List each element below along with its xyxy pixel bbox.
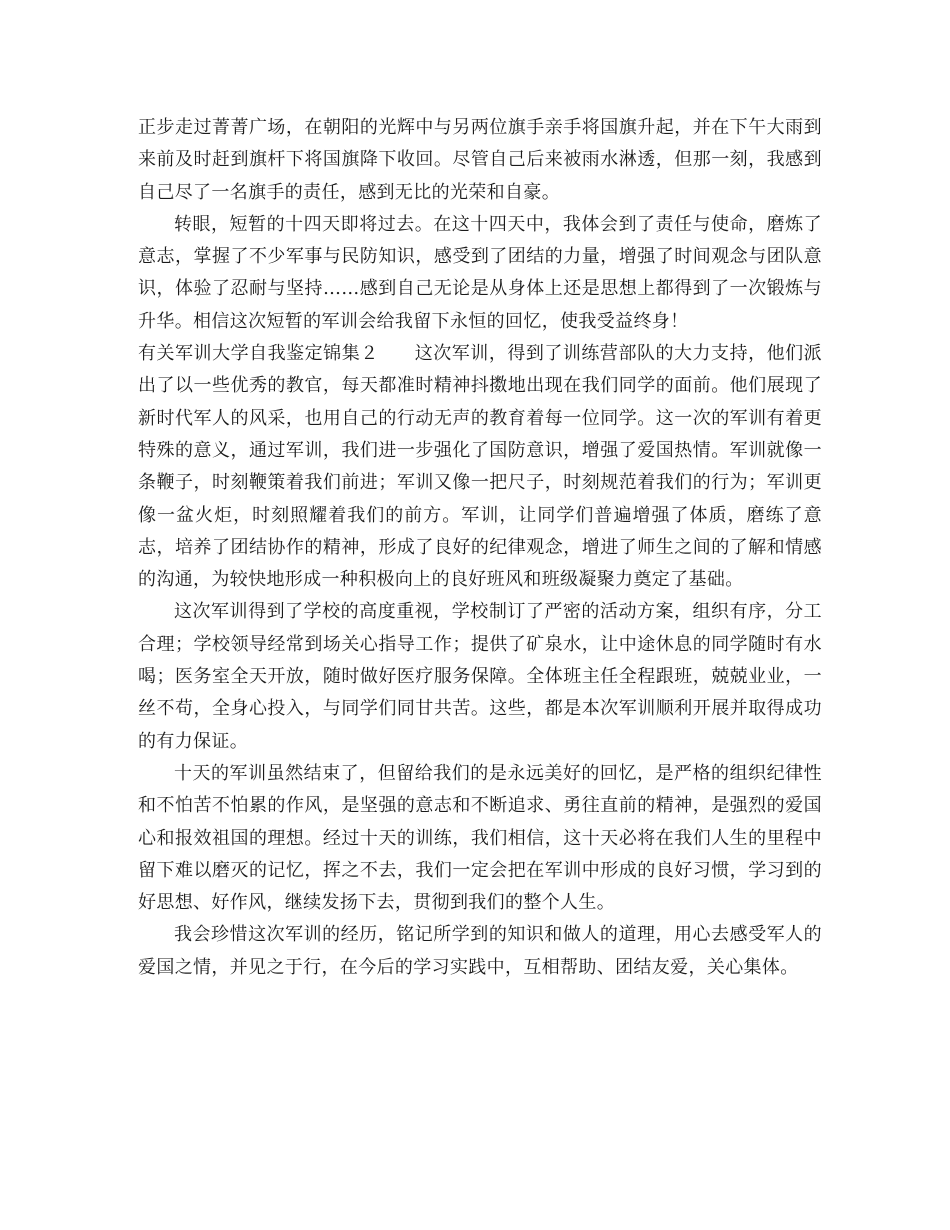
paragraph-1: 正步走过菁菁广场，在朝阳的光辉中与另两位旗手亲手将国旗升起，并在下午大雨到来前及时赶到旗杆下将国旗降下收回。尽管自己后来被雨水淋透，但那一刻，我感到自己尽了一名旗手的责任，感到无比的光荣和自豪。 <box>138 117 822 203</box>
paragraph-5: 十天的军训虽然结束了，但留给我们的是永远美好的回忆，是严格的组织纪律性和不怕苦不怕累的作风，是坚强的意志和不断追求、勇往直前的精神，是强烈的爱国心和报效祖国的理想。经过十天的训练，我们相信，这十天必将在我们人生的里程中留下难以磨灭的记忆，挥之不去，我们一定会把在军训中形成的良好习惯，学习到的好思想、好作风，继续发扬下去，贯彻到我们的整个人生。 <box>138 762 822 914</box>
paragraph-4: 这次军训得到了学校的高度重视，学校制订了严密的活动方案，组织有序，分工合理；学校领导经常到场关心指导工作；提供了矿泉水，让中途休息的同学随时有水喝；医务室全天开放，随时做好医疗服务保障。全体班主任全程跟班，兢兢业业，一丝不苟，全身心投入，与同学们同甘共苦。这些，都是本次军训顺利开展并取得成功的有力保证。 <box>138 601 822 752</box>
paragraph-3 <box>138 338 822 596</box>
paragraph-6: 我会珍惜这次军训的经历，铭记所学到的知识和做人的道理，用心去感受军人的爱国之情，并见之于行，在今后的学习实践中，互相帮助、团结友爱，关心集体。 <box>138 924 822 978</box>
document-page <box>138 112 822 984</box>
paragraph-2: 转眼，短暂的十四天即将过去。在这十四天中，我体会到了责任与使命，磨炼了意志，掌握了不少军事与民防知识，感受到了团结的力量，增强了时间观念与团队意识，体验了忍耐与坚持……感到自己无论是从身体上还是思想上都得到了一次锻炼与升华。相信这次短暂的军训会给我留下永恒的回忆，使我受益终身！ <box>138 213 822 332</box>
section-heading: 有关军训大学自我鉴定锦集２ <box>138 343 379 365</box>
paragraph-3-body: 这次军训，得到了训练营部队的大力支持，他们派出了以一些优秀的教官，每天都准时精神抖擞地出现在我们同学的面前。他们展现了新时代军人的风采，也用自己的行动无声的教育着每一位同学。这一次的军训有着更特殊的意义，通过军训，我们进一步强化了国防意识，增强了爱国热情。军训就像一条鞭子，时刻鞭策着我们前进；军训又像一把尺子，时刻规范着我们的行为；军训更像一盆火炬，时刻照耀着我们的前方。军训，让同学们普遍增强了体质，磨练了意志，培养了团结协作的精神，形成了良好的纪律观念，增进了师生之间的了解和情感的沟通，为较快地形成一种积极向上的良好班风和班级凝聚力奠定了基础。 <box>138 343 822 591</box>
